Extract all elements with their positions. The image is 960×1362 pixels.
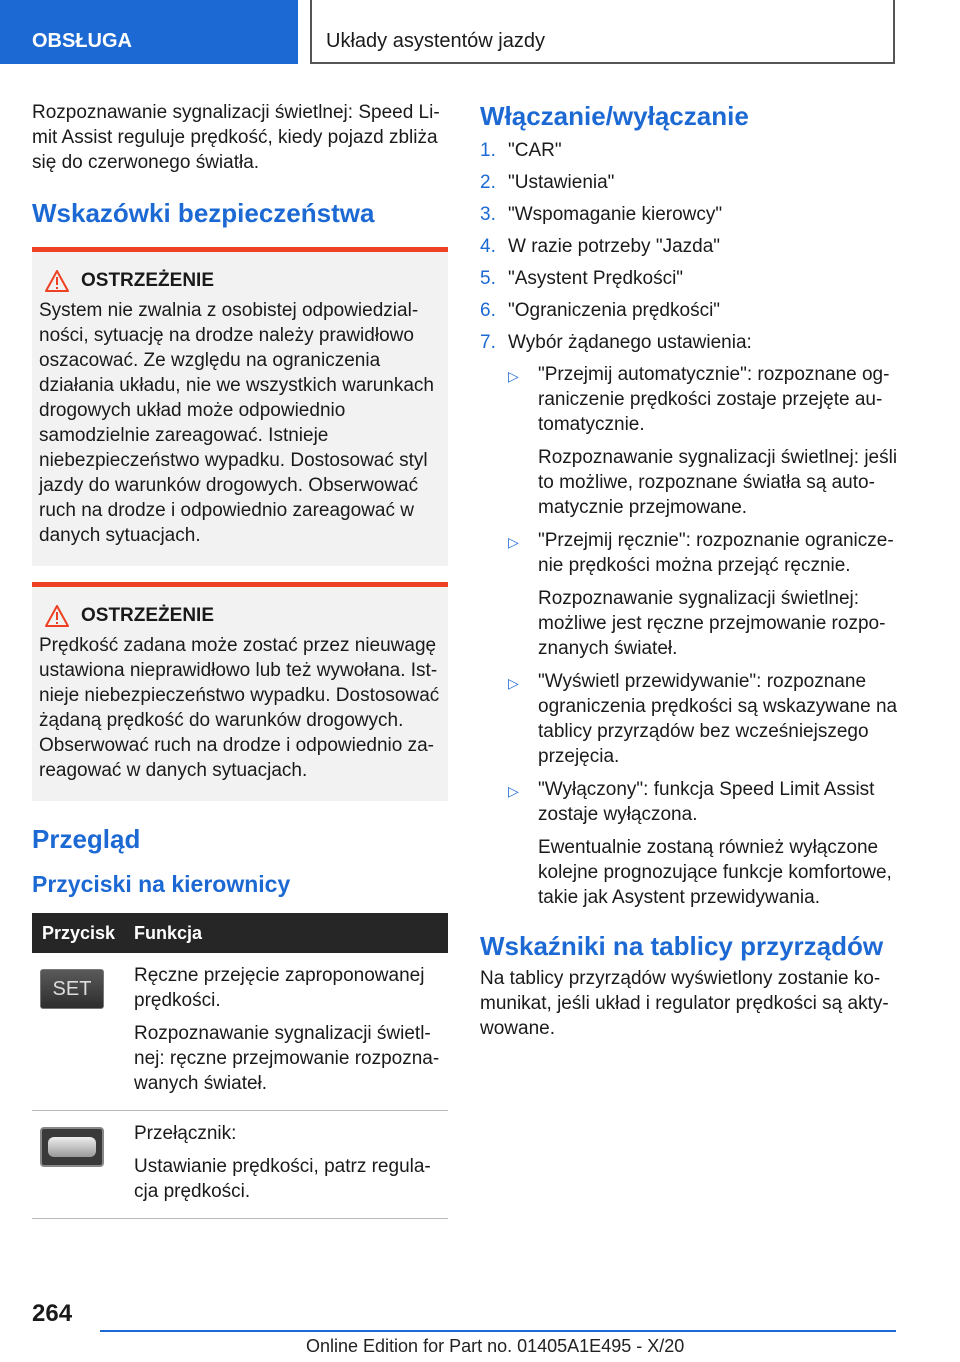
list-item: ▷ "Wyświetl przewidywanie": rozpoznane ograniczenia prędkości są wskazywane na tablicy przyrządów bez wcześniejszego przejęcia.: [508, 671, 898, 767]
warning-title: OSTRZEŻENIE: [81, 605, 215, 626]
list-item: 2. "Ustawienia": [480, 172, 615, 193]
warning-text: System nie zwalnia z osobistej odpowiedzialności, sytuację na drodze należy prawidłowo oszacować. Ze względu na ograniczenia działania układu, nie we wszystkich warunkach drogowych układ może odpowiednio samodzielnie zareagować. Istnieje niebezpieczeństwo wypadku. Dostosować styl jazdy do warunków drogowych. Obserwować ruch na drodze i odpowiednio zareagować w danych sytuacjach.: [39, 300, 434, 546]
onoff-heading: Włączanie/wyłączanie: [480, 101, 749, 131]
list-item: ▷ "Przejmij automatycznie": rozpoznane ograniczenie prędkości zostaje przejęte automatycznie. Rozpoznawanie sygnalizacji świetlnej: jeśli to możliwe, rozpoznane światła są automatycznie przejmowane.: [508, 364, 898, 518]
warning-box: [32, 247, 448, 566]
warning-triangle-icon: [45, 270, 69, 292]
overview-heading: Przegląd: [32, 824, 141, 854]
warning-box: [32, 582, 448, 801]
list-item: ▷ "Wyłączony": funkcja Speed Limit Assist zostaje wyłączona. Ewentualnie zostaną również wyłączone kolejne prognozujące funkcje komfortowe, takie jak Asystent przewidywania.: [508, 779, 892, 908]
buttons-heading: Przyciski na kierownicy: [32, 871, 291, 897]
table-cell-text: Przełącznik:: [134, 1123, 237, 1144]
triangle-bullet-icon: ▷: [508, 534, 519, 550]
left-column: [32, 100, 448, 1219]
page-number: 264: [32, 1300, 73, 1327]
list-item: 5. "Asystent Prędkości": [480, 268, 684, 289]
page-header: [0, 0, 960, 66]
indicators-heading: Wskaźniki na tablicy przyrządów: [480, 931, 884, 961]
indicators-paragraph: Na tablicy przyrządów wyświetlony zostanie komunikat, jeśli układ i regulator prędkości są aktywowane.: [480, 968, 889, 1039]
triangle-bullet-icon: ▷: [508, 368, 519, 384]
list-item: 6. "Ograniczenia prędkości": [480, 300, 721, 321]
list-item: 3. "Wspomaganie kierowcy": [480, 204, 723, 225]
table-cell-text: Rozpoznawanie sygnalizacji świetlnej: ręczne przejmowanie rozpoznawanych świateł.: [134, 1023, 440, 1094]
warning-text: Prędkość zadana może zostać przez nieuwagę ustawiona nieprawidłowo lub też wywołana. Istnieje niebezpieczeństwo wypadku. Dostosować żądaną prędkość do warunków drogowych. Obserwować ruch na drodze i odpowiednio zareagować w danych sytuacjach.: [39, 635, 440, 781]
rocker-switch-icon: [40, 1127, 104, 1167]
list-item: 1. "CAR": [480, 140, 562, 161]
list-item: ▷ "Przejmij ręcznie": rozpoznanie ograniczenie prędkości można przejąć ręcznie. Rozpoznawanie sygnalizacji świetlnej: możliwe jest ręczne przejmowanie rozpoznanych świateł.: [508, 530, 894, 659]
table-row: [32, 1111, 448, 1219]
warning-title: OSTRZEŻENIE: [81, 270, 215, 291]
table-row: [32, 953, 448, 1111]
warning-triangle-icon: [45, 605, 69, 627]
column-header-button: Przycisk: [42, 922, 116, 943]
table-header: [32, 913, 448, 953]
options-list: [508, 362, 900, 910]
triangle-bullet-icon: ▷: [508, 783, 519, 799]
list-item: 7. Wybór żądanego ustawienia:: [480, 332, 752, 353]
safety-heading: Wskazówki bezpieczeństwa: [32, 198, 375, 228]
edition-info: Online Edition for Part no. 01405A1E495 - X/20: [306, 1336, 685, 1356]
steps-list: [480, 138, 900, 355]
buttons-table: [32, 913, 448, 1219]
column-header-function: Funkcja: [134, 922, 203, 943]
table-cell-text: Ręczne przejęcie zaproponowanej prędkości.: [134, 965, 425, 1011]
set-button-icon: SET: [40, 969, 104, 1009]
section-tab: OBSŁUGA: [0, 0, 298, 64]
list-item: 4. W razie potrzeby "Jazda": [480, 236, 721, 257]
footer-divider: [100, 1330, 896, 1332]
triangle-bullet-icon: ▷: [508, 675, 519, 691]
table-cell-text: Ustawianie prędkości, patrz regulacja prędkości.: [134, 1156, 431, 1202]
intro-paragraph: Rozpoznawanie sygnalizacji świetlnej: Speed Limit Assist reguluje prędkość, kiedy pojazd zbliża się do czerwonego światła.: [32, 102, 440, 173]
chapter-title: Układy asystentów jazdy: [310, 0, 895, 64]
right-column: [480, 100, 900, 1049]
